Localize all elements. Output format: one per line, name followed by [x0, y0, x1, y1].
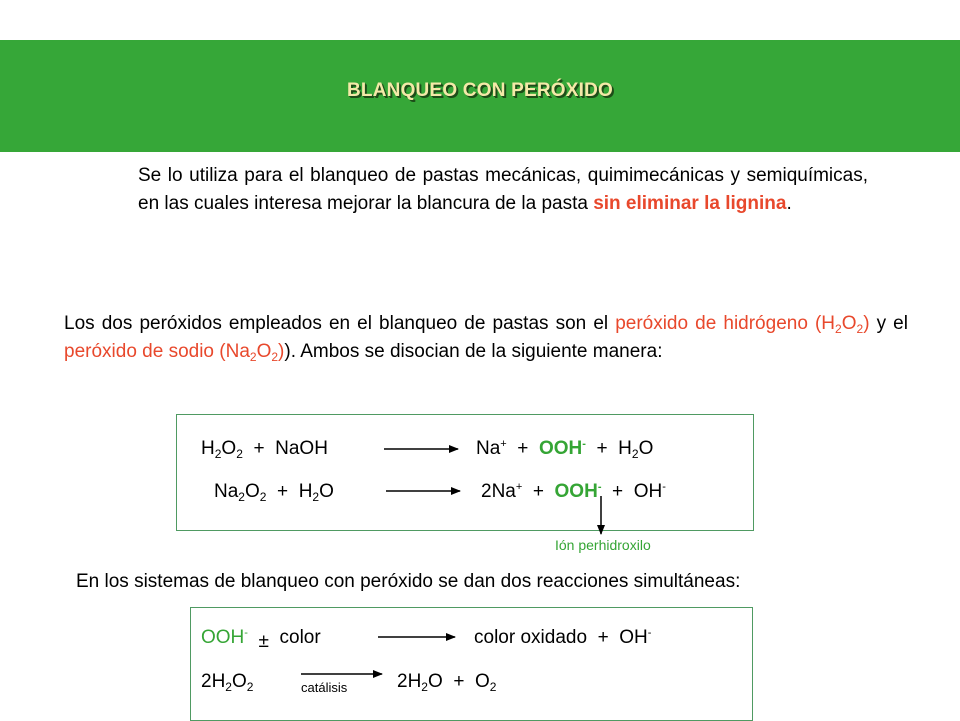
subscript: 2	[249, 350, 257, 364]
peroxides-text-3: ). Ambos se disocian de la siguiente manera:	[284, 341, 663, 362]
charge-superscript: -	[662, 481, 666, 493]
na2o2-name-text: peróxido de sodio (Na	[64, 341, 250, 362]
subscript: 2	[271, 350, 279, 364]
oxygen-symbol: O	[475, 671, 490, 692]
plus-sign: +	[253, 438, 265, 459]
oxygen-symbol: O	[427, 671, 443, 692]
peroxides-text-1: Los dos peróxidos empleados en el blanqueo de pastas son el	[64, 313, 616, 334]
peroxides-text-2: y el	[869, 313, 908, 334]
plus-sign: +	[612, 481, 624, 502]
sodium-symbol: Na	[214, 481, 239, 502]
intro-text: Se lo utiliza para el blanqueo de pastas mecánicas, quimimecánicas y semiquímicas, en las cuales interesa mejorar la blancura de la pasta	[138, 165, 868, 214]
slide-title: BLANQUEO CON PERÓXIDO	[347, 80, 613, 101]
ion-label: Ión perhidroxilo	[555, 537, 651, 553]
hydroxide-ion: OH	[619, 627, 648, 648]
charge-superscript: +	[515, 481, 523, 493]
oxygen-symbol: O	[319, 481, 334, 502]
h2o2-name-text: peróxido de hidrógeno (H	[615, 313, 836, 334]
subscript: 2	[259, 490, 267, 504]
hydrogen-symbol: H	[201, 438, 215, 459]
plus-sign: +	[517, 438, 529, 459]
oxygen-symbol: O	[256, 341, 272, 362]
plus-sign: +	[596, 438, 608, 459]
hydrogen-symbol: H	[298, 481, 313, 502]
hydrogen-symbol: 2H	[397, 671, 422, 692]
subscript: 2	[246, 680, 254, 694]
close-paren: )	[278, 341, 285, 362]
oxygen-symbol: O	[841, 313, 857, 334]
plus-sign: +	[277, 481, 289, 502]
subscript: 2	[856, 322, 864, 336]
charge-superscript: -	[244, 627, 248, 639]
oxygen-symbol: O	[244, 481, 260, 502]
subscript: 2	[214, 447, 222, 461]
subscript: 2	[312, 490, 320, 504]
charge-superscript: -	[582, 438, 586, 450]
subscript: 2	[421, 680, 428, 694]
intro-end: .	[786, 193, 792, 214]
plus-sign: +	[532, 481, 544, 502]
perhydroxyl-ion: OOH	[554, 481, 598, 502]
hydrogen-symbol: 2H	[201, 671, 226, 692]
hydroxide-ion: OH	[633, 481, 663, 502]
close-paren: )	[863, 313, 870, 334]
plus-sign: +	[597, 627, 609, 648]
intro-highlight: sin eliminar la lignina	[593, 193, 787, 214]
charge-superscript: -	[597, 481, 602, 493]
hydrogen-symbol: H	[618, 438, 632, 459]
charge-superscript: -	[647, 627, 652, 639]
oxygen-symbol: O	[231, 671, 247, 692]
oxygen-symbol: O	[221, 438, 237, 459]
subscript: 2	[236, 447, 243, 461]
subscript: 2	[835, 322, 842, 336]
charge-superscript: +	[500, 438, 507, 450]
catalysis-label: catálisis	[301, 680, 348, 695]
sodium-symbol: Na	[476, 438, 501, 459]
sodium-ion: 2Na	[481, 481, 516, 502]
simultaneous-text: En los sistemas de blanqueo con peróxido se dan dos reacciones simultáneas:	[76, 571, 741, 592]
subscript: 2	[238, 490, 245, 504]
perhydroxyl-ion: OOH	[538, 438, 583, 459]
perhydroxyl-ion: OOH	[201, 627, 245, 648]
oxygen-symbol: O	[638, 438, 654, 459]
plus-minus-sign: ±	[258, 631, 269, 652]
subscript: 2	[631, 447, 639, 461]
naoh: NaOH	[275, 438, 328, 459]
subscript: 2	[225, 680, 232, 694]
color: color	[279, 627, 321, 648]
subscript: 2	[489, 680, 497, 694]
oxidized-color: color oxidado	[474, 627, 588, 648]
plus-sign: +	[453, 671, 465, 692]
